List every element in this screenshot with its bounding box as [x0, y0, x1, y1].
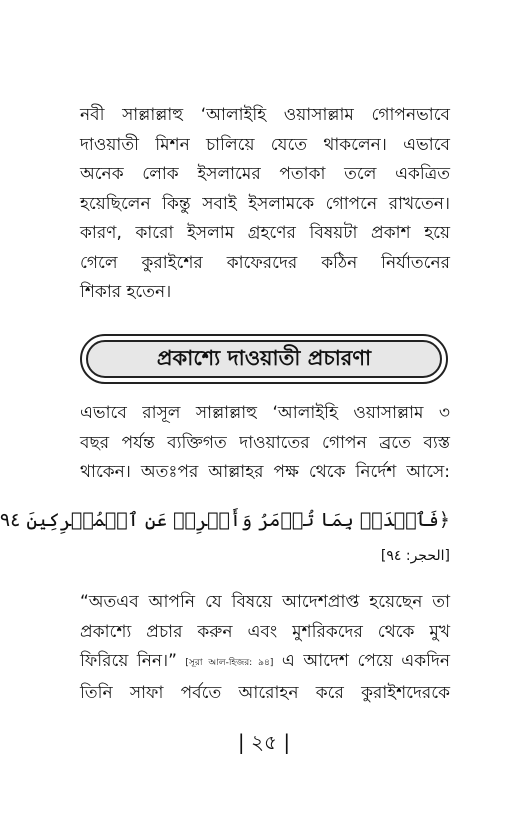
- section-heading-inner-frame: [86, 340, 442, 378]
- page-number: | ২৫ |: [237, 730, 291, 754]
- section-heading: প্রকাশ্যে দাওয়াতী প্রচারণা: [156, 345, 372, 370]
- text-line: থাকেন। অতঃপর আল্লাহর পক্ষ থেকে নির্দেশ আসে:: [80, 462, 450, 482]
- text-line: প্রকাশ্যে প্রচার করুন এবং মুশরিকদের থেকে মুখ: [80, 621, 450, 642]
- quran-verse: ﴿فَٱصۡدَعۡ بِمَا تُؤۡمَرُ وَأَعۡرِضۡ عَنِ ٱلۡمُشۡرِكِينَ ٩٤: [0, 509, 450, 531]
- text-line: “অতএব আপনি যে বিষয়ে আদেশপ্রাপ্ত হয়েছেন তা: [80, 592, 450, 612]
- paragraph-translation: [80, 588, 450, 708]
- surah-reference: [সূরা আল-হিজর: ৯৪]: [185, 658, 274, 668]
- text-line: অনেক লোক ইসলামের পতাকা তলে একত্রিত: [80, 164, 450, 184]
- section-heading-banner: [80, 334, 448, 384]
- text-line: হয়েছিলেন কিন্তু সবাই ইসলামকে গোপনে রাখতেন।: [80, 193, 450, 214]
- text-line: নবী সাল্লাল্লাহু ‘আলাইহি ওয়াসাল্লাম গোপনভাবে: [80, 105, 450, 125]
- text-line: [80, 647, 450, 679]
- paragraph-three-years: [80, 399, 450, 488]
- verse-reference: [الحجر: ٩٤]: [380, 548, 450, 564]
- text-line: কারণ, কারো ইসলাম গ্রহণের বিষয়টা প্রকাশ হয়ে: [80, 223, 450, 243]
- text-line: এভাবে রাসূল সাল্লাল্লাহু ‘আলাইহি ওয়াসাল্লাম ৩: [80, 403, 450, 423]
- text-continuation: এ আদেশ পেয়ে একদিন: [281, 651, 451, 671]
- text-line: গেলে কুরাইশের কাফেরদের কঠিন নির্যাতনের: [80, 252, 450, 273]
- text-line: বছর পর্যন্ত ব্যক্তিগত দাওয়াতের গোপন ব্রতে ব্যস্ত: [80, 432, 450, 453]
- text-line: শিকার হতেন।: [80, 282, 172, 302]
- paragraph-secret-preaching: [80, 101, 450, 308]
- text-line: তিনি সাফা পর্বতে আরোহন করে কুরাইশদেরকে: [80, 682, 450, 703]
- text-line: দাওয়াতী মিশন চালিয়ে যেতে থাকলেন। এভাবে: [80, 134, 450, 155]
- translation-end: ফিরিয়ে নিন।”: [80, 651, 177, 671]
